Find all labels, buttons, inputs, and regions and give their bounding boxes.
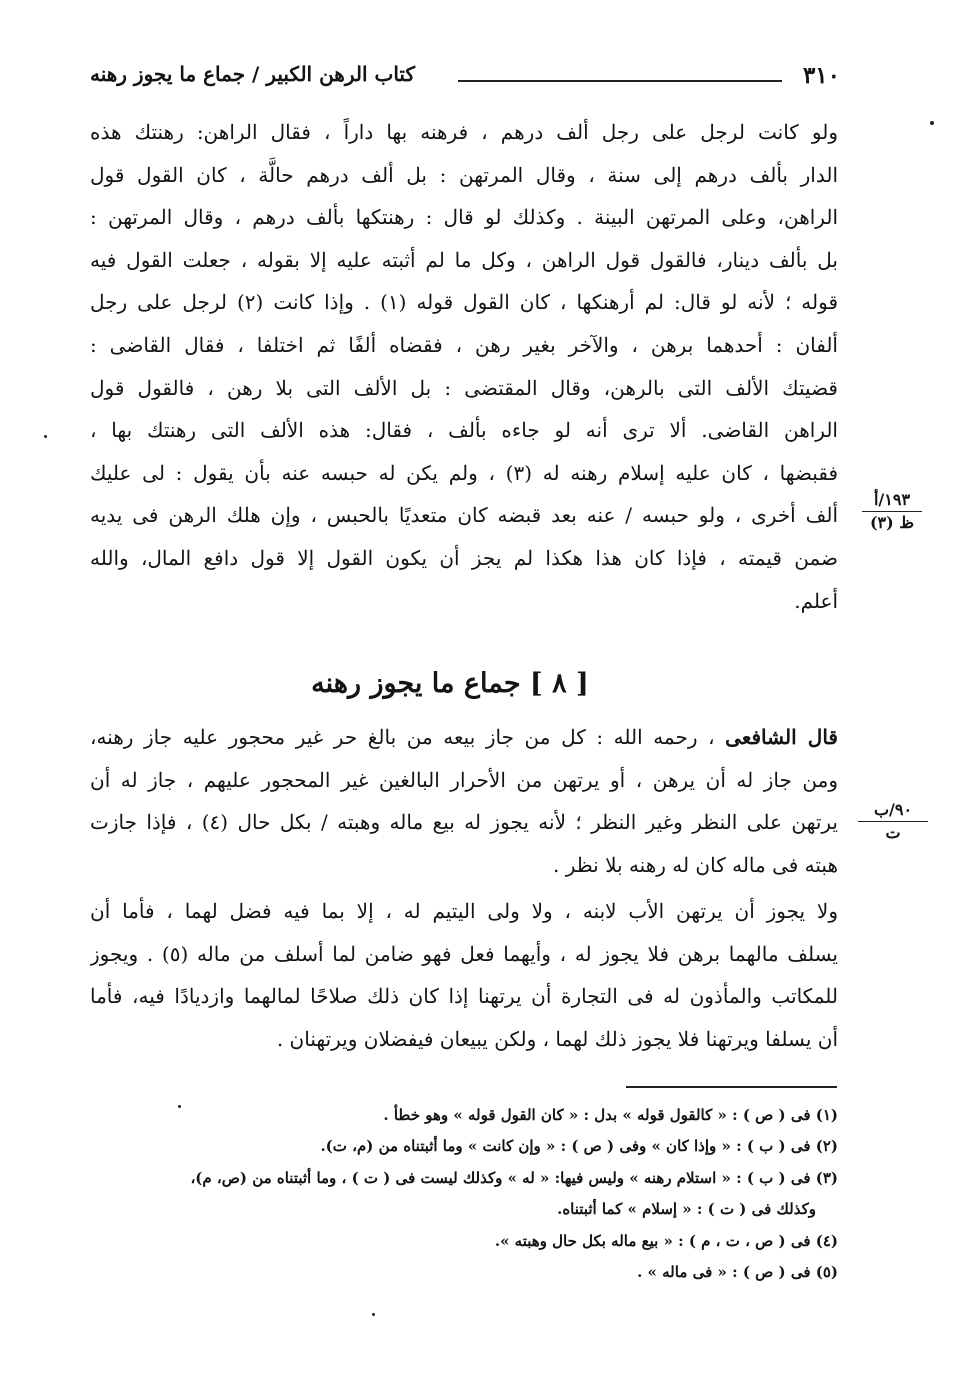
scan-speck xyxy=(178,1105,181,1108)
text-line: أن يسلفا ويرتهنا فلا يجوز ذلك لهما ، ولكن يبيعان فيفضلان ويرتهنان . xyxy=(276,1026,838,1051)
footnote: (٥) فى ( ص ) : « فى ماله » . xyxy=(637,1262,838,1281)
running-title: كتاب الرهن الكبير / جماع ما يجوز رهنه xyxy=(90,62,415,86)
text-line: ألفان : أحدهما برهن ، والآخر بغير رهن ، فقضاه ألفًا ثم اختلفا ، فقال القاضى : xyxy=(90,332,838,357)
text-line: ولا يجوز أن يرتهن الأب لابنه ، ولا ولى اليتيم له ، إلا بما فيه فضل لهما ، فأما أن xyxy=(90,899,838,923)
text-line: يرتهن على النظر وغير النظر ؛ لأنه يجوز له بيع ماله وهبته / بكل حال (٤) ، فإذا جازت xyxy=(90,810,838,835)
footnote-rule xyxy=(626,1086,837,1088)
scan-speck xyxy=(44,435,47,438)
text-line: بل بألف دينار، فالقول قول الراهن ، وكل ما لم أثبته عليه إلا بقوله ، جعلت القول فيه xyxy=(90,247,838,272)
text-line: ولو كانت لرجل على رجل ألف درهم ، فرهنه بها داراً ، فقال الراهن: رهنتك هذه xyxy=(90,120,838,144)
margin-reference xyxy=(862,490,922,532)
margin-ref-manuscript: ت xyxy=(885,823,901,842)
text-line: الراهن، وعلى المرتهن البينة . وكذلك لو قال : رهنتكها بألف درهم ، وقال المرتهن : xyxy=(90,205,838,230)
text-line: ألف أخرى ، ولو حبسه / عنه بعد قبضه كان متعديًا بالحبس ، وإن هلك الرهن فى يديه xyxy=(90,503,838,528)
text-line: أعلم. xyxy=(794,588,838,613)
header-rule xyxy=(458,80,782,82)
margin-ref-manuscript: ظ (٣) xyxy=(869,513,915,532)
text-line: ضمن قيمته ، فإذا كان هذا هكذا لم يجز أن يكون القول إلا قول دافع المال، والله xyxy=(90,545,838,570)
speaker-lead: قال الشافعى xyxy=(725,725,838,749)
text-line: للمكاتب والمأذون له فى التجارة أن يرتهنا إذا كان ذلك صلاحًا لمالهما وازديادًا فيه، فأما xyxy=(90,984,838,1009)
text-line: فقبضها ، كان عليه إسلام رهنه له (٣) ، ولم يكن له حبسه عنه بأن يقول : لى عليك xyxy=(90,460,838,485)
text-line: الدار بألف درهم إلى سنة ، وقال المرتهن : بل ألف درهم حالَّة ، كان القول قول xyxy=(90,162,838,187)
paragraph-2 xyxy=(90,716,838,886)
paragraph-1 xyxy=(90,111,838,622)
text-line: قضيتك الألف التى بالرهن، وقال المقتضى : بل الألف التى بلا رهن ، فالقول قول xyxy=(90,375,838,400)
text-line xyxy=(90,716,838,759)
footnote: (١) فى ( ص ) : « كالقول قوله » بدل : « كان القول قوله » وهو خطأ . xyxy=(383,1106,838,1124)
text-line: ومن جاز له أن يرهن ، أو يرتهن من الأحرار البالغين غير المحجور عليهم ، جاز له أن xyxy=(90,767,838,792)
text-line: يسلف مالهما برهن فلا يجوز له ، وأيهما فعل فهو ضامن لما أسلف من ماله (٥) . ويجوز xyxy=(90,941,838,966)
text-line: هبته فى ماله كان له رهنه بلا نظر . xyxy=(553,852,838,877)
page-number: ٣١٠ xyxy=(802,62,840,89)
section-heading: [ ٨ ] جماع ما يجوز رهنه xyxy=(311,668,589,699)
footnote: (٢) فى ( ب ) : « وإذا كان » وفى ( ص ) : « وإن كانت » وما أثبتناه من (م، ت). xyxy=(320,1137,838,1156)
text-fragment: ، رحمه الله : كل من جاز بيعه من بالغ حر غير محجور عليه جاز رهنه، xyxy=(90,725,715,749)
margin-reference xyxy=(858,800,928,842)
footnotes xyxy=(120,1100,838,1288)
margin-ref-folio: ١٩٣/أ xyxy=(862,490,922,512)
margin-ref-folio: ٩٠/ب xyxy=(858,800,928,822)
text-line: الراهن القاضى. ألا ترى أنه لو جاءه بألف ، فقال: هذه الألف التى رهنتك بها ، xyxy=(90,418,838,443)
footnote-continuation: وكذلك فى ( ت ) : « إسلام » كما أثبتناه. xyxy=(557,1200,816,1219)
scan-speck xyxy=(372,1313,375,1316)
text-line: قوله ؛ لأنه لو قال: لم أرهنكها ، كان القول قوله (١) . وإذا كانت (٢) لرجل على رجل xyxy=(90,290,838,315)
scan-speck xyxy=(930,121,934,125)
footnote: (٤) فى ( ص ، ت ، م ) : « بيع ماله بكل حال وهبته ». xyxy=(494,1231,838,1250)
footnote: (٣) فى ( ب ) : « استلام رهنه » وليس فيها: « له » وكذلك ليست فى ( ت ) ، وما أثبتناه من (ص، م)، xyxy=(190,1168,838,1187)
paragraph-3 xyxy=(90,890,838,1060)
